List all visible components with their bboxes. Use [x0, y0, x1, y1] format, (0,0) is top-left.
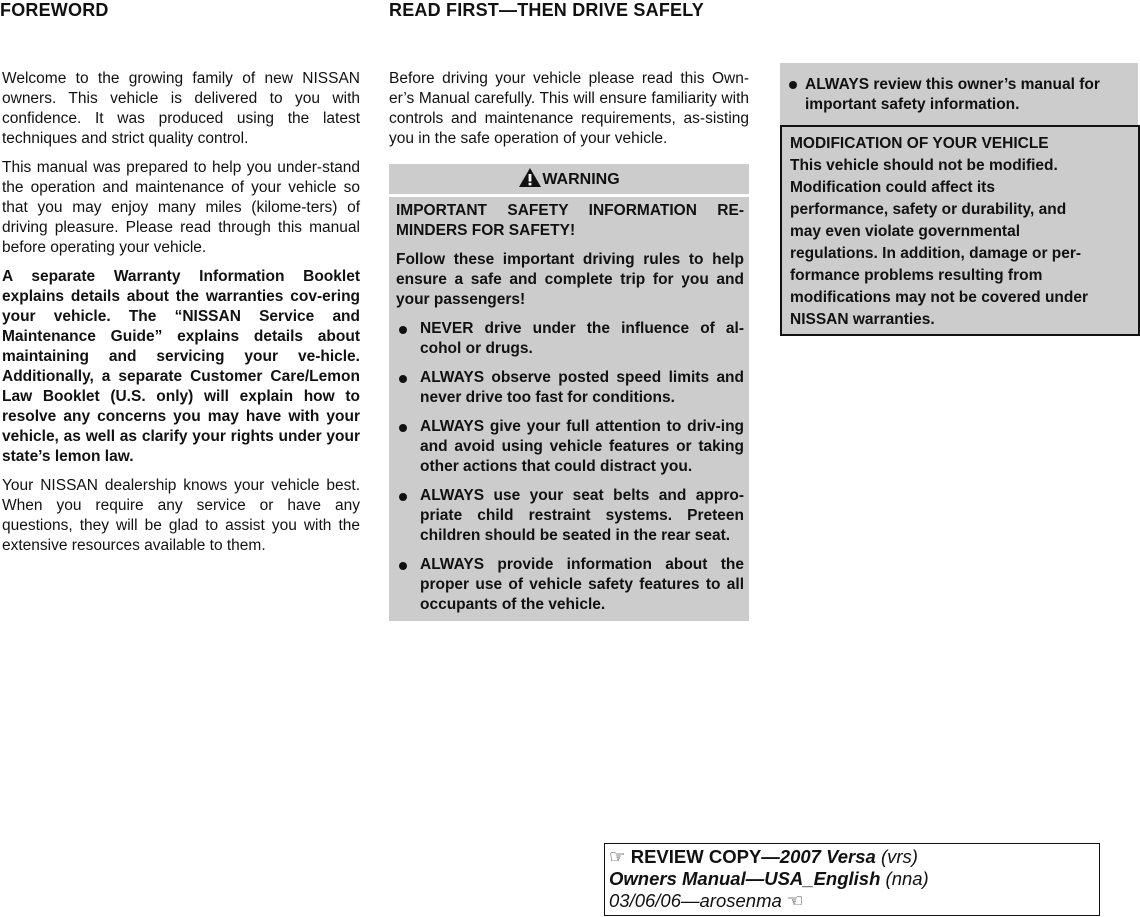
review-manual-bullet-text: ALWAYS review this owner’s manual for important safety information.: [805, 76, 1100, 113]
warning-bullet: [396, 319, 744, 359]
modification-box: [780, 125, 1140, 336]
warning-bullet: [396, 486, 744, 546]
warning-bullet-text: NEVER drive under the influence of al-cohol or drugs.: [420, 320, 744, 357]
review-manual-bullet-box: [780, 63, 1138, 125]
review-model: 2007 Versa: [779, 846, 876, 867]
warning-bullet-text: ALWAYS provide information about the proper use of vehicle safety features to all occupants of the vehicle.: [420, 556, 744, 613]
section-header-foreword: FOREWORD: [0, 0, 109, 20]
bullet-dot-icon: [789, 81, 797, 89]
modification-line: regulations. In addition, damage or per-: [790, 245, 1082, 262]
review-manual-bullet: [784, 75, 1135, 115]
foreword-column: [2, 69, 360, 565]
warning-header: [389, 164, 749, 194]
warning-body: [389, 197, 749, 621]
pointing-hand-icon: ☞: [609, 846, 626, 867]
warning-bullet-text: ALWAYS give your full attention to driv-ing and avoid using vehicle features or taking other actions that could distract you.: [420, 418, 744, 475]
review-copy-line-3: [609, 890, 1095, 912]
pointing-hand-left-icon: ☜: [786, 890, 804, 911]
warning-bullet: [396, 555, 744, 615]
review-copy-line-1: [609, 846, 1095, 868]
bullet-dot-icon: [399, 424, 407, 432]
modification-line: modifications may not be covered under: [790, 289, 1089, 306]
warning-triangle-icon: [518, 167, 542, 188]
warning-bullet: [396, 368, 744, 408]
review-date-author: 03/06/06—arosenma: [609, 890, 782, 911]
modification-line: This vehicle should not be modified.: [790, 157, 1058, 174]
review-manual-code: (nna): [885, 868, 929, 889]
bullet-dot-icon: [399, 326, 407, 334]
warranty-paragraph: A separate Warranty Information Booklet explains details about the warranties cov-ering your vehicle. The “NISSAN Service and Maintenance Guide” explains details about maintaining and servicing your ve-hicle. Additionally, a separate Customer Care/Lemon Law Booklet (U.S. only) will explain how to resolve any concerns you may have with your vehicle, as well as clarify your rights under your state’s lemon law.: [2, 268, 360, 465]
warning-title: WARNING: [542, 171, 620, 188]
modification-line: Modification could affect its: [790, 179, 995, 196]
modification-line: performance, safety or durability, and: [790, 201, 1067, 218]
review-copy-stamp: [604, 843, 1100, 916]
review-copy-label: REVIEW COPY—: [630, 846, 780, 867]
warning-rules-intro: Follow these important driving rules to help ensure a safe and complete trip for you and your passengers!: [396, 251, 744, 308]
review-manual-label: Owners Manual—USA_English: [609, 868, 881, 889]
warning-bullet-list: [396, 319, 744, 615]
read-first-column: [389, 69, 749, 158]
welcome-paragraph: Welcome to the growing family of new NISSAN owners. This vehicle is delivered to you with confidence. It was produced using the latest techniques and strict quality control.: [2, 70, 360, 147]
modification-line: NISSAN warranties.: [790, 311, 935, 328]
bullet-dot-icon: [399, 375, 407, 383]
manual-purpose-paragraph: This manual was prepared to help you under-stand the operation and maintenance of your vehicle so that you may enjoy many miles (kilome-ters) of driving pleasure. Please read through this manual before operating your vehicle.: [2, 159, 360, 256]
section-header-read-first: READ FIRST—THEN DRIVE SAFELY: [389, 0, 704, 20]
review-copy-line-2: [609, 868, 1095, 890]
warning-reminder-heading: IMPORTANT SAFETY INFORMATION RE-MINDERS FOR SAFETY!: [396, 202, 744, 239]
warning-box: [389, 164, 749, 621]
modification-line: formance problems resulting from: [790, 267, 1043, 284]
modification-title: MODIFICATION OF YOUR VEHICLE: [790, 135, 1049, 152]
modification-line: may even violate governmental: [790, 223, 1021, 240]
warning-bullet-text: ALWAYS observe posted speed limits and never drive too fast for conditions.: [420, 369, 744, 406]
intro-paragraph: Before driving your vehicle please read this Own-er’s Manual carefully. This will ensure familiarity with controls and maintenance requirements, as-sisting you in the safe operation of your vehicle.: [389, 70, 749, 147]
bullet-dot-icon: [399, 493, 407, 501]
dealership-paragraph: Your NISSAN dealership knows your vehicle best. When you require any service or have any questions, they will be glad to assist you with the extensive resources available to them.: [2, 477, 360, 554]
review-model-code: (vrs): [880, 846, 918, 867]
bullet-dot-icon: [399, 562, 407, 570]
warning-bullet-text: ALWAYS use your seat belts and appro-priate child restraint systems. Preteen children should be seated in the rear seat.: [420, 487, 744, 544]
warning-bullet: [396, 417, 744, 477]
